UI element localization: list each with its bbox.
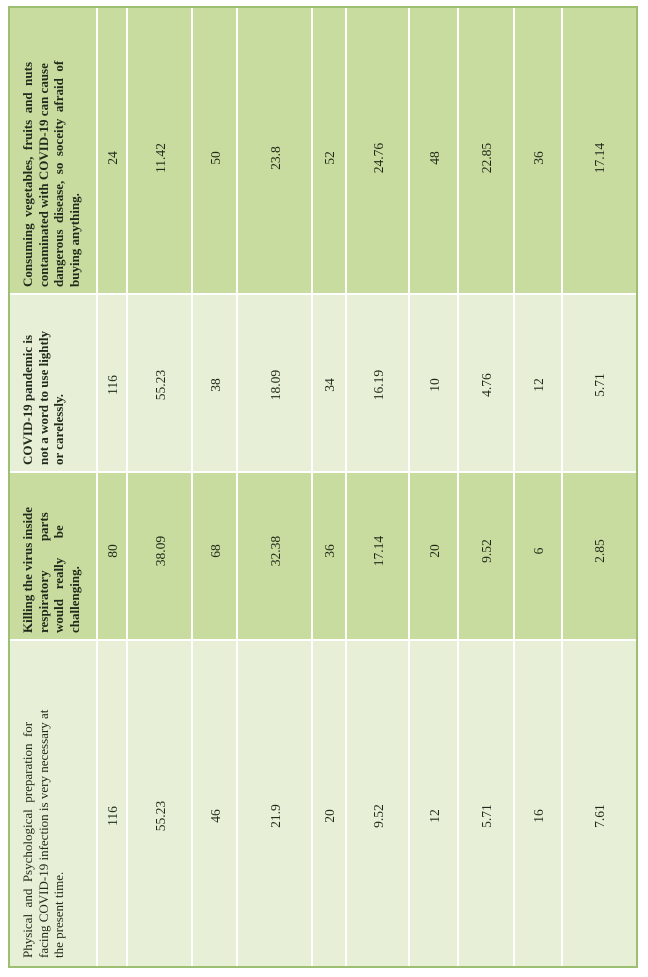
value-cell xyxy=(313,295,347,471)
value-text: 9.52 xyxy=(479,539,494,563)
header-line: buying anything. xyxy=(66,193,82,287)
value-text: 22.85 xyxy=(479,142,494,174)
value-text: 10 xyxy=(426,378,442,392)
value-text: 48 xyxy=(426,151,442,165)
value-cell xyxy=(193,641,238,966)
header-line: or carelessly. xyxy=(51,393,66,465)
value-cell xyxy=(313,8,347,293)
value-text: 5.71 xyxy=(479,804,494,828)
value-text: 17.14 xyxy=(370,535,386,567)
statement-band xyxy=(10,295,636,473)
value-cell xyxy=(459,641,515,966)
value-text: 32.38 xyxy=(267,535,283,567)
header-cell xyxy=(10,295,98,471)
value-cell xyxy=(347,295,410,471)
header-line: Consuming vegetables, fruits and nuts xyxy=(20,61,35,287)
value-cell xyxy=(515,641,563,966)
value-text: 36 xyxy=(531,151,546,165)
value-cell xyxy=(98,473,128,639)
rotated-data-table xyxy=(8,6,638,968)
value-cell xyxy=(563,8,636,293)
value-cell xyxy=(313,641,347,966)
value-cell xyxy=(563,641,636,966)
value-text: 2.85 xyxy=(591,539,607,563)
value-text: 116 xyxy=(105,375,120,395)
value-cell xyxy=(410,8,459,293)
value-text: 36 xyxy=(322,544,337,558)
value-cell xyxy=(347,473,410,639)
header-line: Physical and Psychological preparation for xyxy=(20,721,35,958)
header-line: Killing the virus inside xyxy=(20,506,35,633)
value-cell xyxy=(128,8,193,293)
statement-band xyxy=(10,473,636,641)
value-text: 55.23 xyxy=(152,800,168,832)
value-cell xyxy=(347,8,410,293)
value-cell xyxy=(128,295,193,471)
value-text: 6 xyxy=(531,547,546,555)
value-cell xyxy=(459,473,515,639)
value-text: 21.9 xyxy=(267,804,283,828)
value-cell xyxy=(515,8,563,293)
value-text: 34 xyxy=(322,378,337,392)
value-text: 24.76 xyxy=(370,142,386,174)
value-cell xyxy=(98,295,128,471)
value-cell xyxy=(128,473,193,639)
statement-band xyxy=(10,641,636,966)
value-text: 16.19 xyxy=(370,369,386,401)
value-text: 20 xyxy=(426,544,442,558)
header-cell xyxy=(10,641,98,966)
value-cell xyxy=(313,473,347,639)
value-text: 55.23 xyxy=(152,369,168,401)
value-cell xyxy=(563,295,636,471)
value-cell xyxy=(128,641,193,966)
header-line: not a word to use lightly xyxy=(35,331,51,465)
value-cell xyxy=(563,473,636,639)
header-line: respiratory parts xyxy=(35,512,51,633)
value-text: 5.71 xyxy=(591,373,607,397)
value-cell xyxy=(238,295,313,471)
value-cell xyxy=(238,641,313,966)
value-text: 52 xyxy=(322,151,337,165)
value-text: 46 xyxy=(207,809,223,823)
value-cell xyxy=(193,295,238,471)
header-line: COVID-19 pandemic is xyxy=(20,334,35,465)
value-cell xyxy=(238,8,313,293)
value-cell xyxy=(515,473,563,639)
value-cell xyxy=(410,641,459,966)
value-text: 68 xyxy=(207,544,223,558)
value-text: 20 xyxy=(322,809,337,823)
header-cell xyxy=(10,473,98,639)
header-line: facing COVID-19 infection is very necessary at xyxy=(35,709,51,958)
value-text: 50 xyxy=(207,151,223,165)
header-line: would really be xyxy=(51,525,66,633)
value-cell xyxy=(515,295,563,471)
header-line: the present time. xyxy=(51,871,66,958)
header-line: challenging. xyxy=(66,566,82,633)
header-line: contaminated with COVID-19 can cause xyxy=(35,63,51,287)
value-cell xyxy=(459,295,515,471)
value-text: 12 xyxy=(426,809,442,823)
header-cell xyxy=(10,8,98,293)
value-cell xyxy=(410,473,459,639)
value-text: 116 xyxy=(105,806,120,826)
value-cell xyxy=(238,473,313,639)
value-cell xyxy=(98,641,128,966)
value-cell xyxy=(193,8,238,293)
value-text: 12 xyxy=(531,378,546,392)
value-text: 18.09 xyxy=(267,369,283,401)
value-text: 24 xyxy=(105,151,120,165)
statement-band xyxy=(10,8,636,295)
value-text: 11.42 xyxy=(152,143,168,173)
value-cell xyxy=(193,473,238,639)
value-cell xyxy=(459,8,515,293)
value-cell xyxy=(410,295,459,471)
value-text: 7.61 xyxy=(591,804,607,828)
value-text: 80 xyxy=(105,544,120,558)
header-line: dangerous disease, so soceity afraid of xyxy=(51,60,66,287)
value-text: 38.09 xyxy=(152,535,168,567)
value-text: 9.52 xyxy=(370,804,386,828)
value-text: 38 xyxy=(207,378,223,392)
value-text: 17.14 xyxy=(591,142,607,174)
value-cell xyxy=(98,8,128,293)
value-text: 23.8 xyxy=(267,146,283,170)
value-text: 16 xyxy=(531,809,546,823)
value-cell xyxy=(347,641,410,966)
value-text: 4.76 xyxy=(479,373,494,397)
